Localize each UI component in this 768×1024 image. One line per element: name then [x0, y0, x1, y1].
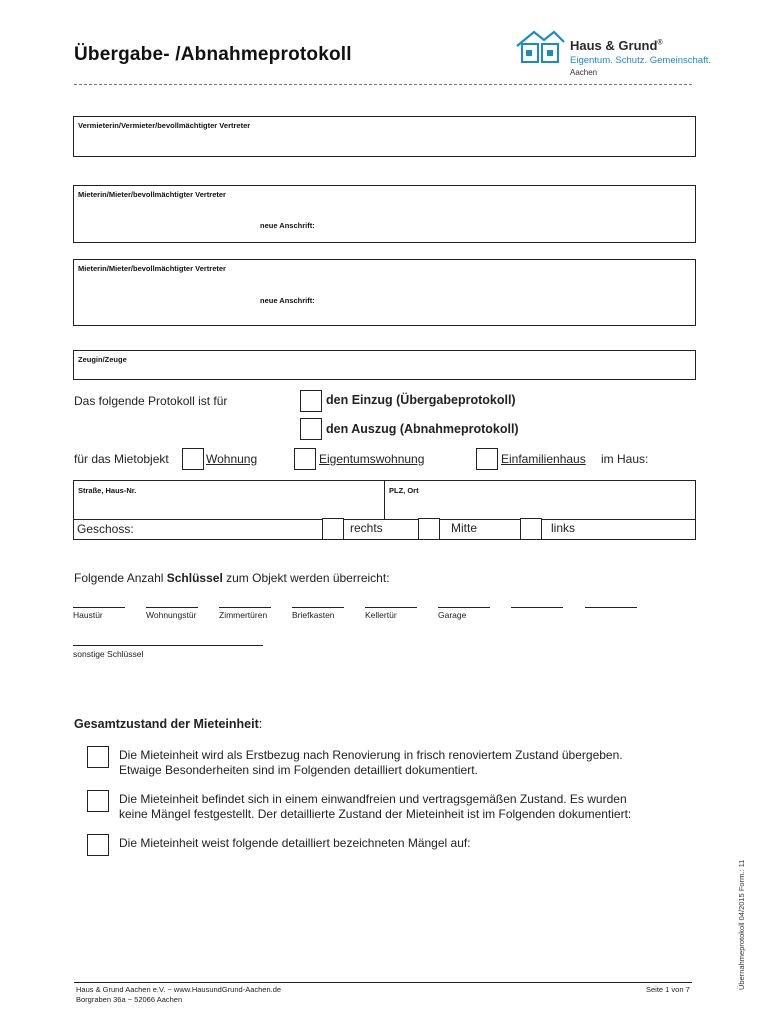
tenant1-label: Mieterin/Mieter/bevollmächtigter Vertreter	[78, 190, 226, 199]
key-label: Haustür	[73, 610, 103, 620]
key-count-line[interactable]	[585, 607, 637, 608]
house-checkbox[interactable]	[476, 448, 498, 470]
apartment-checkbox[interactable]	[182, 448, 204, 470]
condition-option2-checkbox[interactable]	[87, 790, 109, 812]
logo-name: Haus & Grund®	[570, 38, 663, 53]
tenant1-field[interactable]	[73, 185, 696, 243]
footer-org-line2: Borgraben 36a ~ 52066 Aachen	[76, 995, 183, 1004]
zip-label: PLZ, Ort	[389, 486, 419, 495]
floor-row-divider	[74, 519, 695, 520]
move-out-label: den Auszug (Abnahmeprotokoll)	[326, 422, 519, 436]
key-count-line[interactable]	[146, 607, 198, 608]
condition-option3-text: Die Mieteinheit weist folgende detailliert bezeichneten Mängel auf:	[119, 836, 471, 850]
key-label: Garage	[438, 610, 467, 620]
landlord-label: Vermieterin/Vermieter/bevollmächtigter Vertreter	[78, 121, 251, 130]
middle-checkbox[interactable]	[418, 518, 440, 540]
logo-tagline: Eigentum. Schutz. Gemeinschaft.	[570, 55, 711, 66]
keys-intro: Folgende Anzahl Schlüssel zum Objekt werden überreicht:	[74, 571, 390, 585]
condition-option1-checkbox[interactable]	[87, 746, 109, 768]
key-count-line[interactable]	[511, 607, 563, 608]
witness-field[interactable]	[73, 350, 696, 380]
side-form-note: Übernahmeprotokoll 04/2015 Form.: 11	[737, 859, 746, 990]
key-count-line[interactable]	[365, 607, 417, 608]
right-checkbox[interactable]	[322, 518, 344, 540]
move-in-checkbox[interactable]	[300, 390, 322, 412]
key-count-line[interactable]	[438, 607, 490, 608]
left-checkbox[interactable]	[520, 518, 542, 540]
witness-label: Zeugin/Zeuge	[78, 355, 127, 364]
header-divider	[74, 84, 692, 85]
condition-option3-checkbox[interactable]	[87, 834, 109, 856]
other-keys-label: sonstige Schlüssel	[73, 649, 144, 659]
move-in-label: den Einzug (Übergabeprotokoll)	[326, 393, 516, 407]
other-keys-line[interactable]	[73, 645, 263, 646]
floor-label: Geschoss:	[77, 522, 134, 536]
street-label: Straße, Haus-Nr.	[78, 486, 137, 495]
right-label: rechts	[350, 521, 383, 535]
house-label: Einfamilienhaus	[501, 452, 586, 466]
condition-option1-text: Die Mieteinheit wird als Erstbezug nach Renovierung in frisch renoviertem Zustand übergeben. Etwaige Besonderheiten sind im Folgenden detailliert dokumentiert.	[119, 748, 623, 777]
key-count-line[interactable]	[219, 607, 271, 608]
key-label: Briefkasten	[292, 610, 335, 620]
in-house-label: im Haus:	[601, 452, 649, 466]
logo-city: Aachen	[570, 68, 598, 77]
street-input[interactable]	[73, 498, 383, 518]
condition-option2-text: Die Mieteinheit befindet sich in einem einwandfreien und vertragsgemäßen Zustand. Es wurden keine Mängel festgestellt. Der detaillierte Zustand der Mieteinheit ist im Folgenden dokumentiert:	[119, 792, 632, 821]
object-intro: für das Mietobjekt	[74, 452, 169, 466]
tenant2-address-label: neue Anschrift:	[260, 296, 315, 305]
page-number: Seite 1 von 7	[646, 985, 690, 994]
key-label: Zimmertüren	[219, 610, 268, 620]
move-out-checkbox[interactable]	[300, 418, 322, 440]
middle-label: Mitte	[451, 521, 478, 535]
key-count-line[interactable]	[292, 607, 344, 608]
condo-label: Eigentumswohnung	[319, 452, 425, 466]
key-count-line[interactable]	[73, 607, 125, 608]
footer-org-line1: Haus & Grund Aachen e.V. ~ www.HausundGrund-Aachen.de	[76, 985, 282, 994]
footer-divider	[74, 982, 692, 983]
condition-heading: Gesamtzustand der Mieteinheit:	[74, 717, 263, 731]
zip-input[interactable]	[384, 498, 694, 518]
house-logo-icon	[514, 28, 566, 68]
tenant1-address-label: neue Anschrift:	[260, 221, 315, 230]
tenant2-field[interactable]	[73, 259, 696, 326]
left-label: links	[551, 521, 576, 535]
key-label: Kellertür	[365, 610, 397, 620]
landlord-field[interactable]	[73, 116, 696, 157]
key-label: Wohnungstür	[146, 610, 197, 620]
apartment-label: Wohnung	[206, 452, 258, 466]
page-title: Übergabe- /Abnahmeprotokoll	[74, 44, 352, 65]
tenant2-label: Mieterin/Mieter/bevollmächtigter Vertreter	[78, 264, 226, 273]
protocol-intro: Das folgende Protokoll ist für	[74, 394, 228, 408]
condo-checkbox[interactable]	[294, 448, 316, 470]
